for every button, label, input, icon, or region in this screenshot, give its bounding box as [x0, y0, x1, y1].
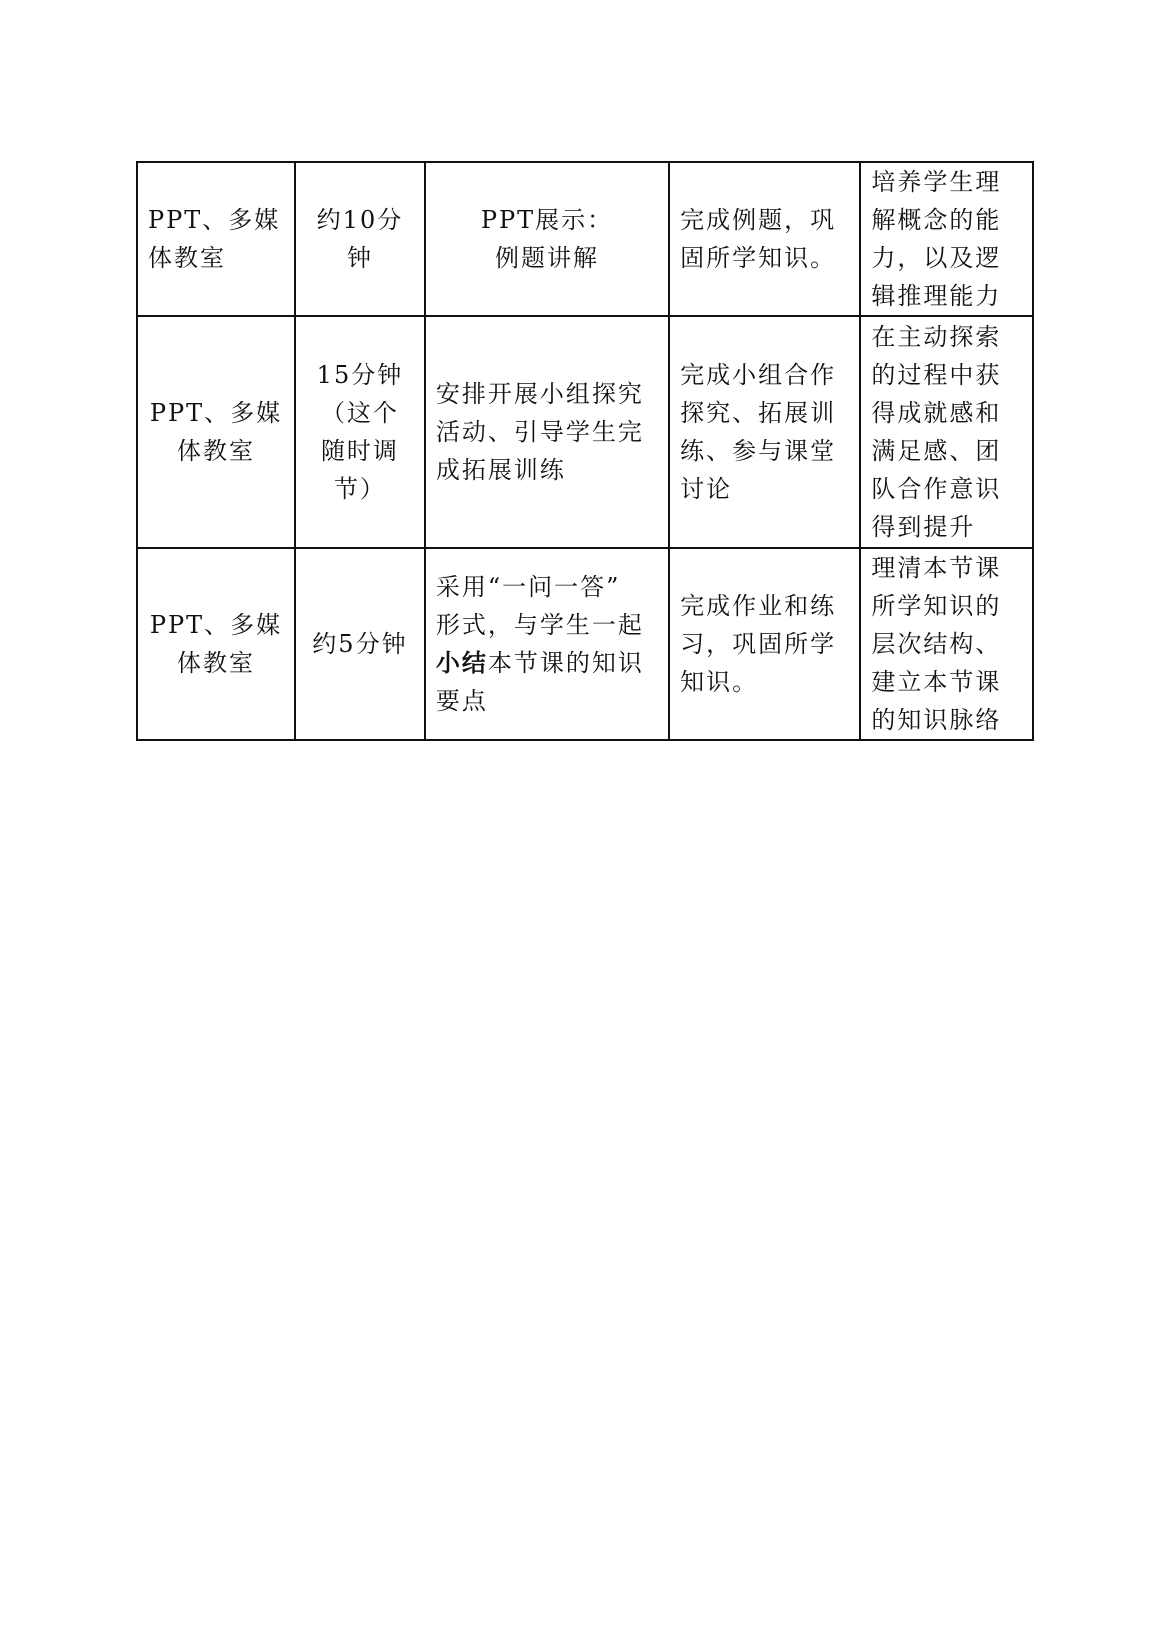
- resource-cell: PPT、多媒 体教室: [137, 162, 295, 316]
- resource-cell: PPT、多媒 体教室: [137, 316, 295, 548]
- resource-cell: PPT、多媒 体教室: [137, 548, 295, 740]
- student-activity-cell: 完成作业和练 习，巩固所学 知识。: [669, 548, 860, 740]
- table-row: [137, 162, 1033, 316]
- student-activity-cell: 完成例题，巩 固所学知识。: [669, 162, 860, 316]
- student-activity-cell: 完成小组合作 探究、拓展训 练、参与课堂 讨论: [669, 316, 860, 548]
- time-cell: 15分钟 （这个 随时调 节）: [295, 316, 425, 548]
- table-row: [137, 316, 1033, 548]
- time-cell: 约5分钟: [295, 548, 425, 740]
- summary-bold-text: 小结: [435, 648, 488, 677]
- teacher-activity-cell: PPT展示： 例题讲解: [425, 162, 669, 316]
- teacher-activity-cell: 安排开展小组探究 活动、引导学生完 成拓展训练: [425, 316, 669, 548]
- design-purpose-cell: 培养学生理 解概念的能 力，以及逻 辑推理能力: [860, 162, 1033, 316]
- design-purpose-cell: 在主动探索 的过程中获 得成就感和 满足感、团 队合作意识 得到提升: [860, 316, 1033, 548]
- table-row: [137, 548, 1033, 740]
- lesson-plan-table: [136, 161, 1034, 741]
- time-cell: 约10分 钟: [295, 162, 425, 316]
- summary-line: 小结本节课的知识: [435, 648, 644, 677]
- design-purpose-cell: 理清本节课 所学知识的 层次结构、 建立本节课 的知识脉络: [860, 548, 1033, 740]
- teacher-activity-cell: 采用“一问一答” 形式，与学生一起 小结本节课的知识 要点: [425, 548, 669, 740]
